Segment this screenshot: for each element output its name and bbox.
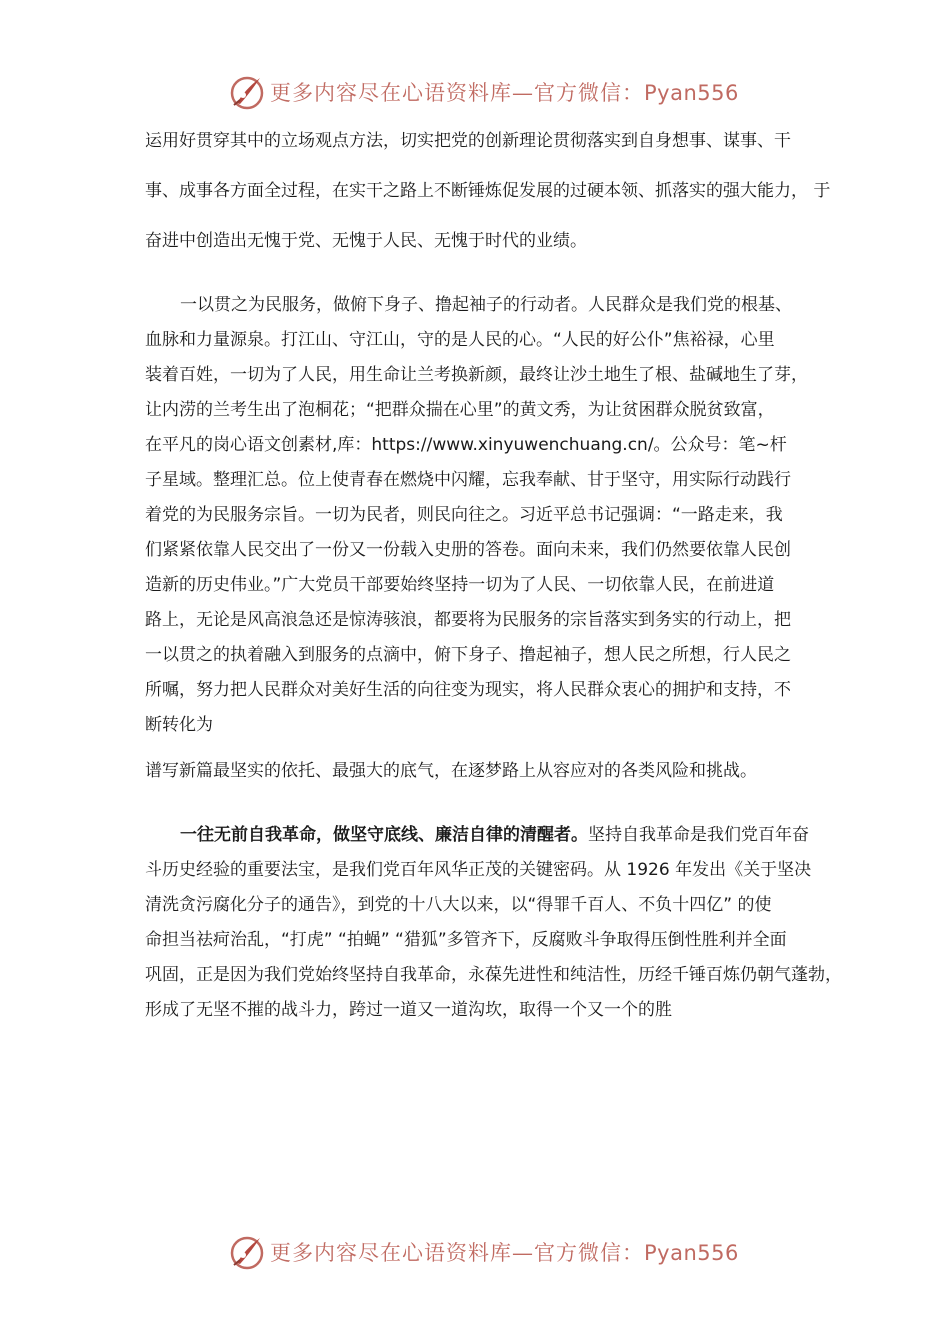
text-line: 们紧紧依靠人民交出了一份又一份载入史册的答卷。面向未来，我们仍然要依靠人民创 xyxy=(145,540,791,560)
text-line: 奋进中创造出无愧于党、无愧于人民、无愧于时代的业绩。 xyxy=(145,231,587,251)
header-banner xyxy=(228,72,739,112)
text-line: 运用好贯穿其中的立场观点方法，切实把党的创新理论贯彻落实到自身想事、谋事、干 xyxy=(145,131,791,151)
text-line: 斗历史经验的重要法宝，是我们党百年风华正茂的关键密码。从 1926 年发出《关于坚决 xyxy=(145,860,812,880)
text-line: 谱写新篇最坚实的依托、最强大的底气，在逐梦路上从容应对的各类风险和挑战。 xyxy=(145,761,757,781)
text-line: 命担当祛疴治乱，“打虎” “拍蝇” “猎狐”多管齐下，反腐败斗争取得压倒性胜利并全面 xyxy=(145,930,787,950)
text-line xyxy=(180,824,809,846)
paragraph-text: 坚持自我革命是我们党百年奋 xyxy=(588,825,809,845)
text-line: 一以贯之为民服务，做俯下身子、撸起袖子的行动者。人民群众是我们党的根基、 xyxy=(180,295,792,315)
footer-banner-text xyxy=(270,1237,739,1267)
header-wechat-id: Pyan556 xyxy=(644,81,739,105)
text-line: 路上，无论是风高浪急还是惊涛骇浪，都要将为民服务的宗旨落实到务实的行动上，把 xyxy=(145,610,791,630)
text-line: 血脉和力量源泉。打江山、守江山，守的是人民的心。“人民的好公仆”焦裕禄，心里 xyxy=(145,330,775,350)
text-line: 断转化为 xyxy=(145,715,213,735)
header-banner-label: 更多内容尽在心语资料库—官方微信： xyxy=(270,81,644,105)
text-line: 巩固，正是因为我们党始终坚持自我革命，永葆先进性和纯洁性，历经千锤百炼仍朝气蓬勃， xyxy=(145,965,842,985)
text-line: 事、成事各方面全过程，在实干之路上不断锤炼促发展的过硬本领、抓落实的强大能力， 于 xyxy=(145,181,831,201)
text-line: 清洗贪污腐化分子的通告》，到党的十八大以来，以“得罪千百人、不负十四亿” 的使 xyxy=(145,895,772,915)
text-line: 在平凡的岗心语文创素材,库：https://www.xinyuwenchuang.cn/。公众号：笔~杆 xyxy=(145,435,787,455)
text-line: 着党的为民服务宗旨。一切为民者，则民向往之。习近平总书记强调：“一路走来，我 xyxy=(145,505,783,525)
text-line: 所嘱，努力把人民群众对美好生活的向往变为现实，将人民群众衷心的拥护和支持，不 xyxy=(145,680,791,700)
header-banner-text xyxy=(270,77,739,107)
footer-banner xyxy=(228,1232,739,1272)
text-line: 一以贯之的执着融入到服务的点滴中，俯下身子、撸起袖子，想人民之所想，行人民之 xyxy=(145,645,791,665)
paragraph-heading: 一往无前自我革命，做坚守底线、廉洁自律的清醒者。 xyxy=(180,825,588,845)
footer-banner-label: 更多内容尽在心语资料库—官方微信： xyxy=(270,1241,644,1265)
text-line: 子星域。整理汇总。位上使青春在燃烧中闪耀，忘我奉献、甘于坚守，用实际行动践行 xyxy=(145,470,791,490)
text-line: 形成了无坚不摧的战斗力，跨过一道又一道沟坎，取得一个又一个的胜 xyxy=(145,1000,672,1020)
text-line: 装着百姓，一切为了人民，用生命让兰考换新颜，最终让沙土地生了根、盐碱地生了芽， xyxy=(145,365,808,385)
text-line: 造新的历史伟业。”广大党员干部要始终坚持一切为了人民、一切依靠人民，在前进道 xyxy=(145,575,775,595)
quill-logo-icon xyxy=(228,1233,266,1271)
text-line: 让内涝的兰考生出了泡桐花；“把群众揣在心里”的黄文秀，为让贫困群众脱贫致富， xyxy=(145,400,775,420)
footer-wechat-id: Pyan556 xyxy=(644,1241,739,1265)
quill-logo-icon xyxy=(228,73,266,111)
